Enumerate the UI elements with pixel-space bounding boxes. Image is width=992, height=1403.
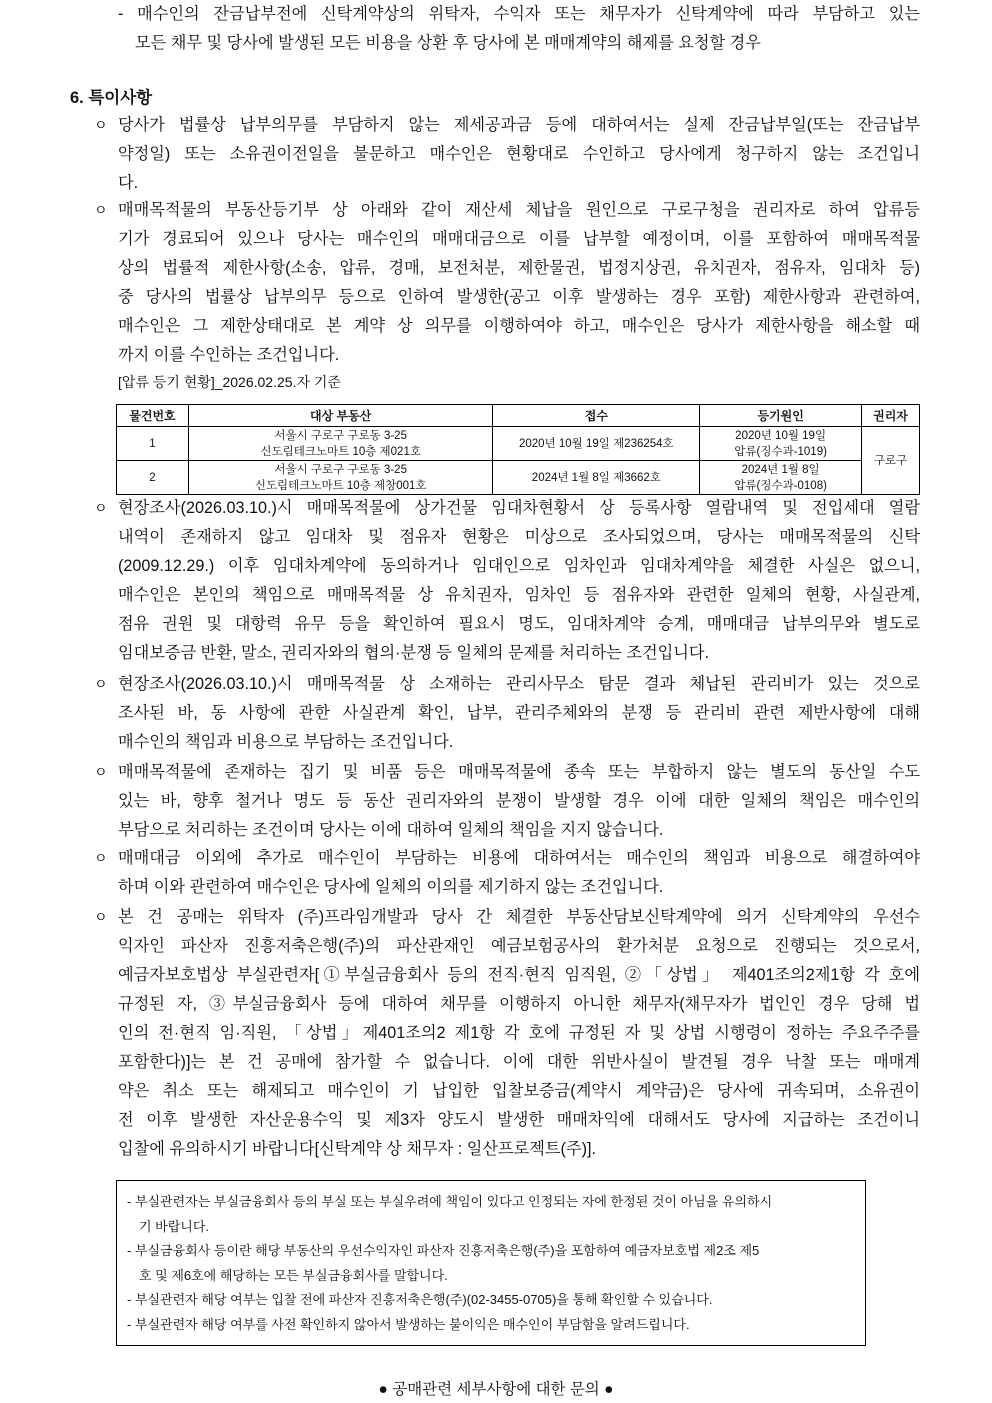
table-row	[117, 427, 920, 461]
bullet-item	[94, 758, 920, 845]
bullet-item	[94, 903, 920, 1164]
text-line: 매매대금 이외에 추가로 매수인이 부담하는 비용에 대하여서는 매수인의 책임과 비용으로 해결하여야	[118, 849, 920, 867]
property-address: 서울시 구로구 구로동 3-25	[274, 429, 407, 442]
text-line: 약정일) 또는 소유권이전일을 불문하고 매수인은 현황대로 수인하고 당사에게 청구하지 않는 조건입니	[118, 145, 920, 163]
text-line: (2009.12.29.) 이후 임대차계약에 동의하거나 임대인으로 임차인과 임대차계약을 체결한 사실은 없으니,	[118, 557, 920, 575]
notice-line: 기 바랍니다.	[139, 1218, 210, 1234]
cell-receipt: 2024년 1월 8일 제3662호	[493, 461, 700, 495]
text-line: 인의 전·현직 임·직원, 「상법」제401조의2 제1항 각 호에 규정된 자 및 상법 시행령이 정하는 주요주주를	[118, 1024, 920, 1042]
cause-date: 2024년 1월 8일	[741, 463, 820, 476]
text-line: 조사된 바, 동 사항에 관한 사실관계 확인, 납부, 관리주체와의 분쟁 등 관리비 관련 제반사항에 대해	[118, 704, 920, 722]
cause-type: 압류(징수과-1019)	[734, 445, 827, 458]
text-line: 매수인은 그 제한상태대로 본 계약 상 의무를 이행하여야 하고, 매수인은 당사가 제한사항을 해소할 때	[118, 317, 920, 335]
text-line: 까지 이를 수인하는 조건입니다.	[118, 346, 340, 364]
cell-property	[188, 427, 493, 461]
notice-line: - 부실금융회사 등이란 해당 부동산의 우선수익자인 파산자 진흥저축은행(주)을 포함하여 예금자보호법 제2조 제5	[127, 1243, 760, 1258]
cell-receipt: 2020년 10월 19일 제236254호	[493, 427, 700, 461]
bullet-icon: ㅇ	[94, 500, 108, 516]
section-title: 6. 특이사항	[70, 89, 153, 107]
bullet-icon: ㅇ	[94, 909, 108, 925]
text-line: 매매목적물의 부동산등기부 상 아래와 같이 재산세 체납을 원인으로 구로구청을 권리자로 하여 압류등	[118, 201, 920, 219]
text-line: 상의 법률적 제한사항(소송, 압류, 경매, 보전처분, 제한물권, 법정지상권, 유치권자, 점유자, 임대차 등)	[118, 259, 920, 277]
text-line: 부담으로 처리하는 조건이며 당사는 이에 대하여 일체의 책임을 지지 않습니다.	[118, 821, 664, 839]
header-cause: 등기원인	[700, 405, 862, 427]
cell-no: 1	[117, 427, 189, 461]
cell-rights-holder: 구로구	[862, 427, 920, 495]
text-line: 다.	[118, 174, 139, 192]
text-line: 중 당사의 법률상 납부의무 등으로 인하여 발생한(공고 이후 발생하는 경우 포함) 제한사항과 관련하여,	[118, 288, 920, 306]
property-address: 서울시 구로구 구로동 3-25	[274, 463, 407, 476]
header-rights-holder: 권리자	[862, 405, 920, 427]
bullet-item	[94, 196, 920, 370]
text-line: 있는 바, 향후 철거나 명도 등 동산 권리자와의 분쟁이 발생할 경우 이에 대한 일체의 책임은 매수인의	[118, 792, 920, 810]
cause-date: 2020년 10월 19일	[735, 429, 827, 442]
text-line: 매매목적물에 존재하는 집기 및 비품 등은 매매목적물에 종속 또는 부합하지 않는 별도의 동산일 수도	[118, 763, 920, 781]
bullet-item	[94, 670, 920, 757]
notice-box	[116, 1180, 866, 1346]
bullet-item	[94, 494, 920, 668]
footer-inquiry-heading: ● 공매관련 세부사항에 대한 문의 ●	[378, 1381, 614, 1398]
text-line: 현장조사(2026.03.10.)시 매매목적물에 상가건물 임대차현황서 상 등록사항 열람내역 및 전입세대 열람	[118, 499, 920, 517]
bullet-icon: ㅇ	[94, 117, 108, 133]
seizure-table	[116, 404, 920, 495]
bullet-icon: ㅇ	[94, 202, 108, 218]
text-line: 임대보증금 반환, 말소, 권리자와의 협의·분쟁 등 일체의 문제를 처리하는 조건입니다.	[118, 644, 710, 662]
text-line: 매수인은 본인의 책임으로 매매목적물 상 유치권자, 임차인 등 점유자와 관련한 일체의 현황, 사실관계,	[118, 586, 920, 604]
text-line: 당사가 법률상 납부의무를 부담하지 않는 제세공과금 등에 대하여서는 실제 잔금납부일(또는 잔금납부	[118, 116, 920, 134]
table-header-row	[117, 405, 920, 427]
text-line: 매수인의 책임과 비용으로 부담하는 조건입니다.	[118, 733, 454, 751]
text-line: 현장조사(2026.03.10.)시 매매목적물 상 소재하는 관리사무소 탐문 결과 체납된 관리비가 있는 것으로	[118, 675, 920, 693]
property-unit: 신도림테크노마트 10층 제021호	[260, 445, 421, 458]
text-line: 내역이 존재하지 않고 임대차 및 점유자 현황은 미상으로 조사되었으며, 당사는 매매목적물의 신탁	[118, 528, 920, 546]
seizure-caption: [압류 등기 현황]_2026.02.25.자 기준	[118, 374, 341, 390]
table-row	[117, 461, 920, 495]
cell-cause	[700, 461, 862, 495]
text-line: 점유 권원 및 대항력 유무 등을 확인하여 필요시 명도, 임대차계약 승계, 매매대금 납부의무와 별도로	[118, 615, 920, 633]
text-line: 입찰에 유의하시기 바랍니다[신탁계약 상 채무자 : 일산프로젝트(주)].	[118, 1140, 596, 1158]
bullet-icon: ㅇ	[94, 676, 108, 692]
bullet-item	[94, 111, 920, 198]
text-line: 본 건 공매는 위탁자 (주)프라임개발과 당사 간 체결한 부동산담보신탁계약에 의거 신탁계약의 우선수	[118, 908, 920, 926]
property-unit: 신도림테크노마트 10층 제창001호	[254, 479, 427, 492]
text-line: 약은 취소 또는 해제되고 매수인이 기 납입한 입찰보증금(계약시 계약금)은 당사에 귀속되며, 소유권이	[118, 1082, 920, 1100]
text-line: 예금자보호법상 부실관련자[①부실금융회사 등의 전직·현직 임직원, ②「상법」 제401조의2제1항 각 호에	[118, 966, 920, 984]
top-item	[118, 0, 920, 58]
text-line: 하며 이와 관련하여 매수인은 당사에 일체의 이의를 제기하지 않는 조건입니다.	[118, 878, 664, 896]
text-line: 모든 채무 및 당사에 발생된 모든 비용을 상환 후 당사에 본 매매계약의 해제를 요청할 경우	[135, 34, 761, 52]
header-receipt: 접수	[493, 405, 700, 427]
text-line: 기가 경료되어 있으나 당사는 매수인의 매매대금으로 이를 납부할 예정이며, 이를 포함하여 매매목적물	[118, 230, 920, 248]
notice-line: 호 및 제6호에 해당하는 모든 부실금융회사를 말합니다.	[139, 1267, 448, 1283]
text-line: 익자인 파산자 진흥저축은행(주)의 파산관재인 예금보험공사의 환가처분 요청으로 진행되는 것으로서,	[118, 937, 920, 955]
header-no: 물건번호	[117, 405, 189, 427]
text-line: 규정된 자, ③부실금융회사 등에 대하여 채무를 이행하지 아니한 채무자(채무자가 법인인 경우 당해 법	[118, 995, 920, 1013]
cause-type: 압류(징수과-0108)	[734, 479, 827, 492]
notice-line: - 부실관련자 해당 여부는 입찰 전에 파산자 진흥저축은행(주)(02-3455-0705)을 통해 확인할 수 있습니다.	[127, 1292, 713, 1307]
header-property: 대상 부동산	[188, 405, 493, 427]
cell-no: 2	[117, 461, 189, 495]
text-line: 전 이후 발생한 자산운용수익 및 제3자 양도시 발생한 매매차익에 대해서도 당사에 지급하는 조건이니	[118, 1111, 920, 1129]
text-line: 포함한다)]는 본 건 공매에 참가할 수 없습니다. 이에 대한 위반사실이 발견될 경우 낙찰 또는 매매계	[118, 1053, 920, 1071]
bullet-icon: ㅇ	[94, 764, 108, 780]
cell-cause	[700, 427, 862, 461]
bullet-item	[94, 844, 920, 902]
text-line: - 매수인의 잔금납부전에 신탁계약상의 위탁자, 수익자 또는 채무자가 신탁계약에 따라 부담하고 있는	[118, 5, 920, 23]
notice-line: - 부실관련자는 부실금융회사 등의 부실 또는 부실우려에 책임이 있다고 인정되는 자에 한정된 것이 아님을 유의하시	[127, 1194, 773, 1209]
notice-line: - 부실관련자 해당 여부를 사전 확인하지 않아서 발생하는 불이익은 매수인이 부담함을 알려드립니다.	[127, 1316, 690, 1332]
cell-property	[188, 461, 493, 495]
bullet-icon: ㅇ	[94, 850, 108, 866]
